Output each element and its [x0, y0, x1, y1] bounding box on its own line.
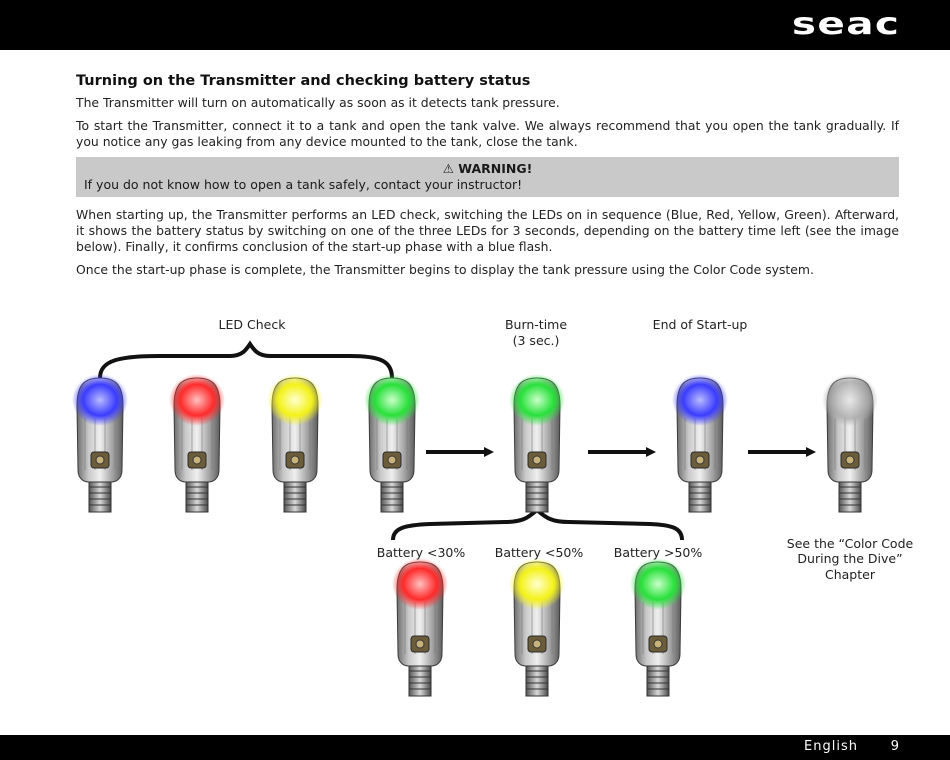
label-battery-gt50: Battery >50% [613, 545, 703, 560]
label-see-chapter-1: See the “Color Code [786, 536, 914, 551]
label-burn-time-2: (3 sec.) [512, 333, 560, 348]
led-check-brace [100, 344, 392, 378]
label-end-startup: End of Start-up [652, 317, 748, 332]
footer-bar [0, 735, 950, 760]
label-burn-time-1: Burn-time [504, 317, 568, 332]
label-see-chapter-2: During the Dive” [797, 551, 903, 566]
transmitter-blue-led [72, 374, 128, 512]
label-battery-50: Battery <50% [494, 545, 584, 560]
label-see-chapter-3: Chapter [825, 567, 875, 582]
paragraph-color-code: Once the start-up phase is complete, the Transmitter begins to display the tank pressure using the Color Code system. [76, 262, 814, 277]
seac-logo: seac [791, 7, 900, 42]
paragraph-start-instructions: To start the Transmitter, connect it to a tank and open the tank valve. We always recommend that you open the tank gradually. If you notice any gas leaking from any device mounted to the tank, close the tank. [76, 118, 899, 149]
warning-title: ⚠ WARNING! [442, 161, 533, 176]
paragraph-led-check: When starting up, the Transmitter performs an LED check, switching the LEDs on in sequence (Blue, Red, Yellow, Green). Afterward, it shows the battery status by switching on one of the three LEDs for 3 seconds, depending on the battery time left (see the image below). Finally, it confirms conclusion of the start-up phase with a blue flash. [76, 207, 899, 254]
footer-page-number: 9 [890, 739, 899, 754]
battery-brace [393, 510, 682, 540]
transmitter-yellow-led [267, 374, 323, 512]
transmitter-off [822, 374, 878, 512]
paragraph-auto-on: The Transmitter will turn on automatically as soon as it detects tank pressure. [76, 95, 560, 110]
label-battery-30: Battery <30% [376, 545, 466, 560]
transmitter-end-startup-blue [672, 374, 728, 512]
transmitter-battery-green [630, 558, 686, 696]
transmitter-battery-yellow [509, 558, 565, 696]
transmitter-battery-red [392, 558, 448, 696]
warning-text: If you do not know how to open a tank safely, contact your instructor! [84, 177, 523, 192]
label-led-check: LED Check [218, 317, 286, 332]
transmitter-green-led [364, 374, 420, 512]
footer-language: English [804, 739, 858, 754]
transmitter-burn-time-green [509, 374, 565, 512]
section-title: Turning on the Transmitter and checking battery status [76, 73, 531, 89]
transmitter-red-led [169, 374, 225, 512]
